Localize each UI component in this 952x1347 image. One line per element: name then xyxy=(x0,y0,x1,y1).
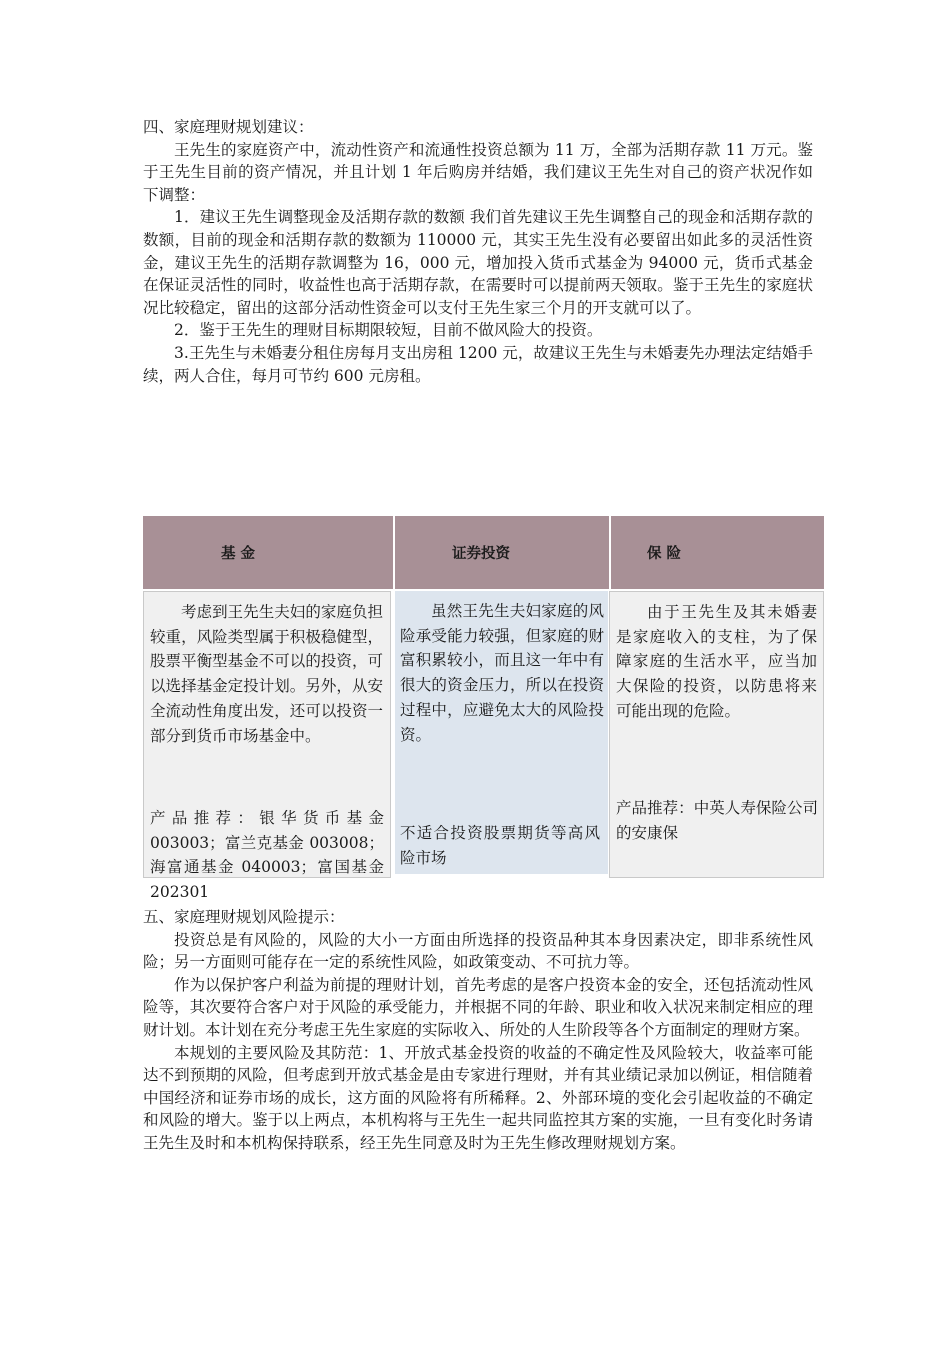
insurance-cell xyxy=(609,591,824,878)
section-5-paragraph-2: 作为以保护客户利益为前提的理财计划，首先考虑的是客户投资本金的安全，还包括流动性风险等，其次要符合客户对于风险的承受能力，并根据不同的年龄、职业和收入状况来制定相应的理财计划。本计划在充分考虑王先生家庭的实际收入、所处的人生阶段等各个方面制定的理财方案。 xyxy=(143,975,813,1039)
fund-cell xyxy=(143,591,391,902)
section-4-paragraph-1: 王先生的家庭资产中，流动性资产和流通性投资总额为 11 万，全部为活期存款 11 万元。鉴于王先生目前的资产情况，并且计划 1 年后购房并结婚，我们建议王先生对自己的资产状况作如下调整： xyxy=(143,140,813,204)
section-5 xyxy=(143,906,813,1155)
insurance-text: 由于王先生及其未婚妻是家庭收入的支柱，为了保障家庭的生活水平，应当加大保险的投资，以防患将来可能出现的危险。 xyxy=(616,603,817,720)
section-4-item-3: 3.王先生与未婚妻分租住房每月支出房租 1200 元，故建议王先生与未婚妻先办理法定结婚手续，两人合住，每月可节约 600 元房租。 xyxy=(143,343,813,385)
securities-text: 虽然王先生夫妇家庭的风险承受能力较强，但家庭的财富积累较小，而且这一年中有很大的资金压力，所以在投资过程中，应避免太大的风险投资。 xyxy=(400,602,604,744)
recommendation-table xyxy=(143,516,824,902)
section-4-item-1: 1．建议王先生调整现金及活期存款的数额 我们首先建议王先生调整自己的现金和活期存款的数额，目前的现金和活期存款的数额为 110000 元，其实王先生没有必要留出如此多的灵活性资金，建议王先生的活期存款调整为 16，000 元，增加投入货币式基金为 94000 元，货币式基金在保证灵活性的同时，收益性也高于活期存款，在需要时可以提前两天领取。鉴于王先生的家庭状况比较稳定，留出的这部分活动性资金可以支付王先生家三个月的开支就可以了。 xyxy=(143,208,813,317)
header-securities: 证券投资 xyxy=(395,516,609,589)
insurance-recommendation: 产品推荐：中英人寿保险公司的安康保 xyxy=(616,799,818,842)
securities-recommendation: 不适合投资股票期货等高风险市场 xyxy=(400,824,600,867)
section-4 xyxy=(143,116,813,387)
fund-recommendation: 产品推荐：银华货币基金 003003；富兰克基金 003008；海富通基金 040003；富国基金 202301 xyxy=(150,809,384,902)
securities-cell xyxy=(395,591,608,874)
section-5-heading: 五、家庭理财规划风险提示： xyxy=(143,908,345,926)
fund-text: 考虑到王先生夫妇的家庭负担较重，风险类型属于积极稳健型，股票平衡型基金不可以的投资，可以选择基金定投计划。另外，从安全流动性角度出发，还可以投资一部分到货币市场基金中。 xyxy=(150,603,383,745)
header-insurance: 保 险 xyxy=(611,516,824,589)
section-5-paragraph-1: 投资总是有风险的，风险的大小一方面由所选择的投资品种其本身因素决定，即非系统性风险；另一方面则可能存在一定的系统性风险，如政策变动、不可抗力等。 xyxy=(143,930,813,972)
header-fund: 基 金 xyxy=(143,516,393,589)
section-4-item-2: 2．鉴于王先生的理财目标期限较短，目前不做风险大的投资。 xyxy=(174,321,603,340)
section-4-heading: 四、家庭理财规划建议： xyxy=(143,118,314,136)
section-5-paragraph-3: 本规划的主要风险及其防范：1、开放式基金投资的收益的不确定性及风险较大，收益率可能达不到预期的风险，但考虑到开放式基金是由专家进行理财，并有其业绩记录加以例证，相信随着中国经济和证券市场的成长，这方面的风险将有所稀释。2、外部环境的变化会引起收益的不确定和风险的增大。鉴于以上两点，本机构将与王先生一起共同监控其方案的实施，一旦有变化时务请王先生及时和本机构保持联系，经王先生同意及时为王先生修改理财规划方案。 xyxy=(143,1043,813,1152)
